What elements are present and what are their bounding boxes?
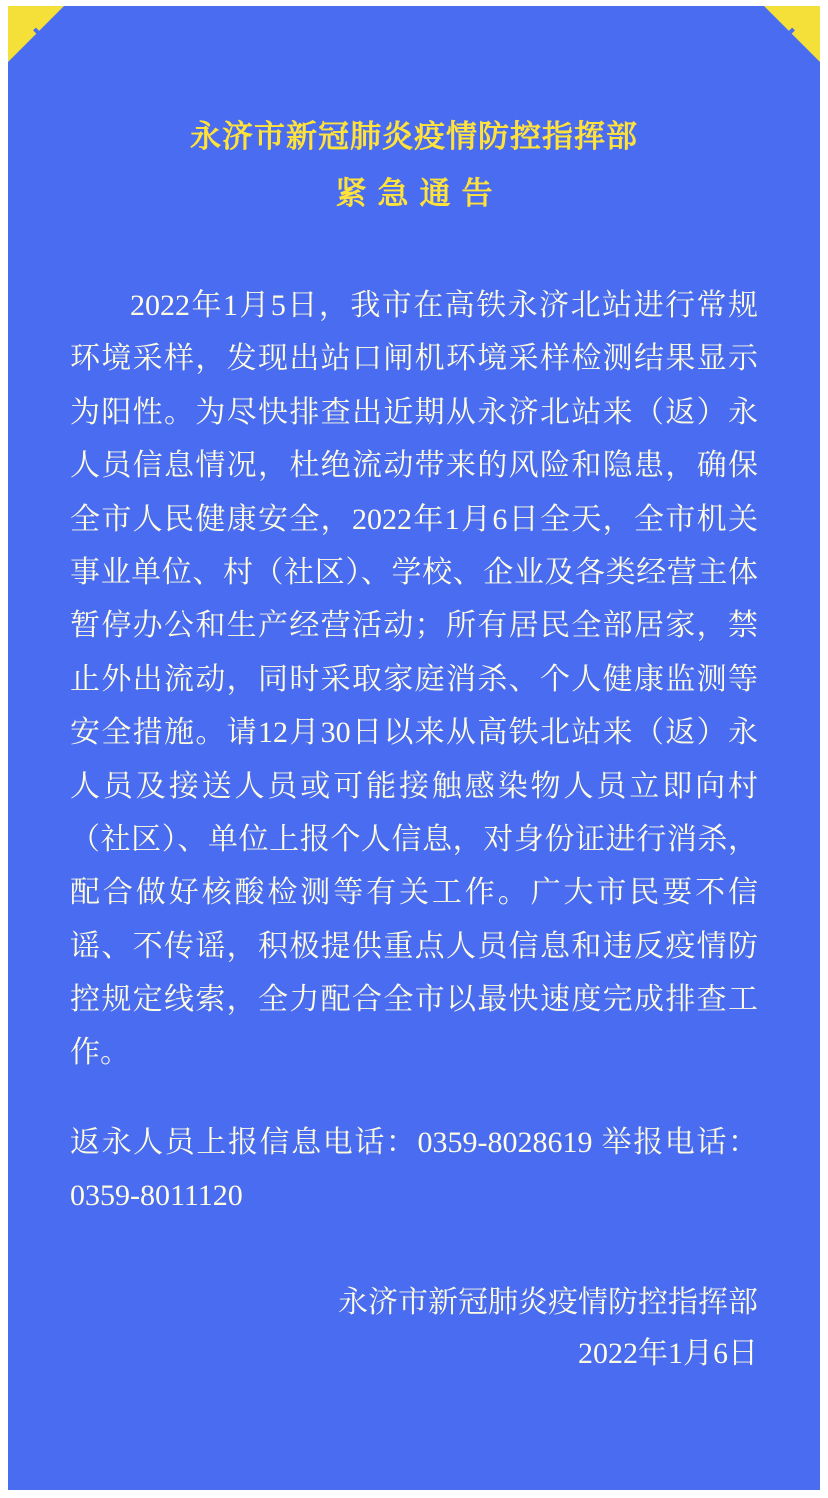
notice-signature [70, 1277, 758, 1380]
page-subtitle: 紧急通告 [335, 175, 504, 211]
notice-header [70, 114, 758, 217]
notice-body [70, 279, 758, 1223]
contact-phone-line: 返永人员上报信息电话：0359-8028619 举报电话：0359-8011120 [70, 1125, 758, 1213]
body-paragraph-main: 2022年1月5日，我市在高铁永济北站进行常规环境采样，发现出站口闸机环境采样检测结果显示为阳性。为尽快排查出近期从永济北站来（返）永人员信息情况，杜绝流动带来的风险和隐患，确保全市人民健康安全，2022年1月6日全天，全市机关事业单位、村（社区）、学校、企业及各类经营主体暂停办公和生产经营活动；所有居民全部居家，禁止外出流动，同时采取家庭消杀、个人健康监测等安全措施。请12月30日以来从高铁北站来（返）永人员及接送人员或可能接触感染物人员立即向村（社区）、单位上报个人信息，对身份证进行消杀，配合做好核酸检测等有关工作。广大市民要不信谣、不传谣，积极提供重点人员信息和违反疫情防控规定线索，全力配合全市以最快速度完成排查工作。 [70, 289, 758, 1070]
corner-cross-icon-right: ✕ [772, 22, 798, 55]
page-title: 永济市新冠肺炎疫情防控指挥部 [190, 119, 638, 154]
frame-edge-right [820, 0, 828, 1498]
notice-content [8, 6, 820, 1490]
corner-cross-icon-left: ✕ [30, 22, 56, 55]
signature-date: 2022年1月6日 [578, 1337, 758, 1371]
frame-edge-left [0, 0, 8, 1498]
frame-edge-bottom [0, 1490, 828, 1498]
signature-organization: 永济市新冠肺炎疫情防控指挥部 [338, 1285, 758, 1319]
